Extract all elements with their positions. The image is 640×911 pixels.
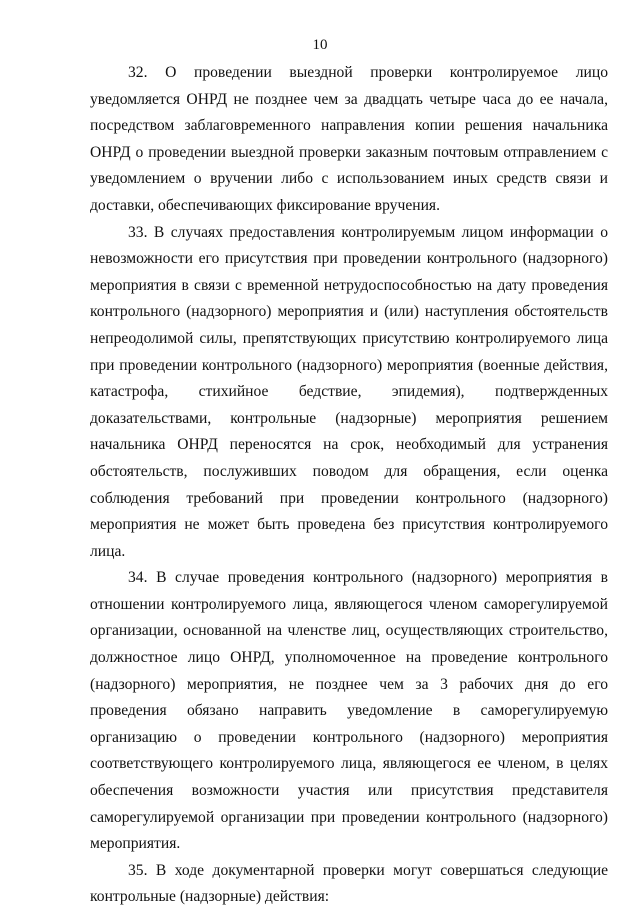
document-body: [90, 60, 608, 911]
paragraph-32: 32. О проведении выездной проверки контролируемое лицо уведомляется ОНРД не позднее чем за двадцать четыре часа до ее начала, посредством заблаговременного направления копии решения начальника ОНРД о проведении выездной проверки заказным почтовым отправлением с уведомлением о вручении либо с использованием иных средств связи и доставки, обеспечивающих фиксирование вручения.: [90, 64, 608, 214]
paragraph-34: 34. В случае проведения контрольного (надзорного) мероприятия в отношении контролируемого лица, являющегося членом саморегулируемой организации, основанной на членстве лиц, осуществляющих строительство, должностное лицо ОНРД, уполномоченное на проведение контрольного (надзорного) мероприятия, не позднее чем за 3 рабочих дня до его проведения обязано направить уведомление в саморегулируемую организацию о проведении контрольного (надзорного) мероприятия соответствующего контролируемого лица, являющегося ее членом, в целях обеспечения возможности участия или присутствия представителя саморегулируемой организации при проведении контрольного (надзорного) мероприятия.: [90, 569, 608, 853]
paragraph-35: 35. В ходе документарной проверки могут совершаться следующие контрольные (надзорные) действия:: [90, 861, 608, 906]
paragraph-33: 33. В случаях предоставления контролируемым лицом информации о невозможности его присутствия при проведении контрольного (надзорного) мероприятия в связи с временной нетрудоспособностью на дату проведения контрольного (надзорного) мероприятия и (или) наступления обстоятельств непреодолимой силы, препятствующих присутствию контролируемого лица при проведении контрольного (надзорного) мероприятия (военные действия, катастрофа, стихийное бедствие, эпидемия), подтвержденных доказательствами, контрольные (надзорные) мероприятия решением начальника ОНРД переносятся на срок, необходимый для устранения обстоятельств, послуживших поводом для обращения, если оценка соблюдения требований при проведении контрольного (надзорного) мероприятия не может быть проведена без присутствия контролируемого лица.: [90, 223, 608, 560]
page-number: 10: [312, 37, 328, 53]
